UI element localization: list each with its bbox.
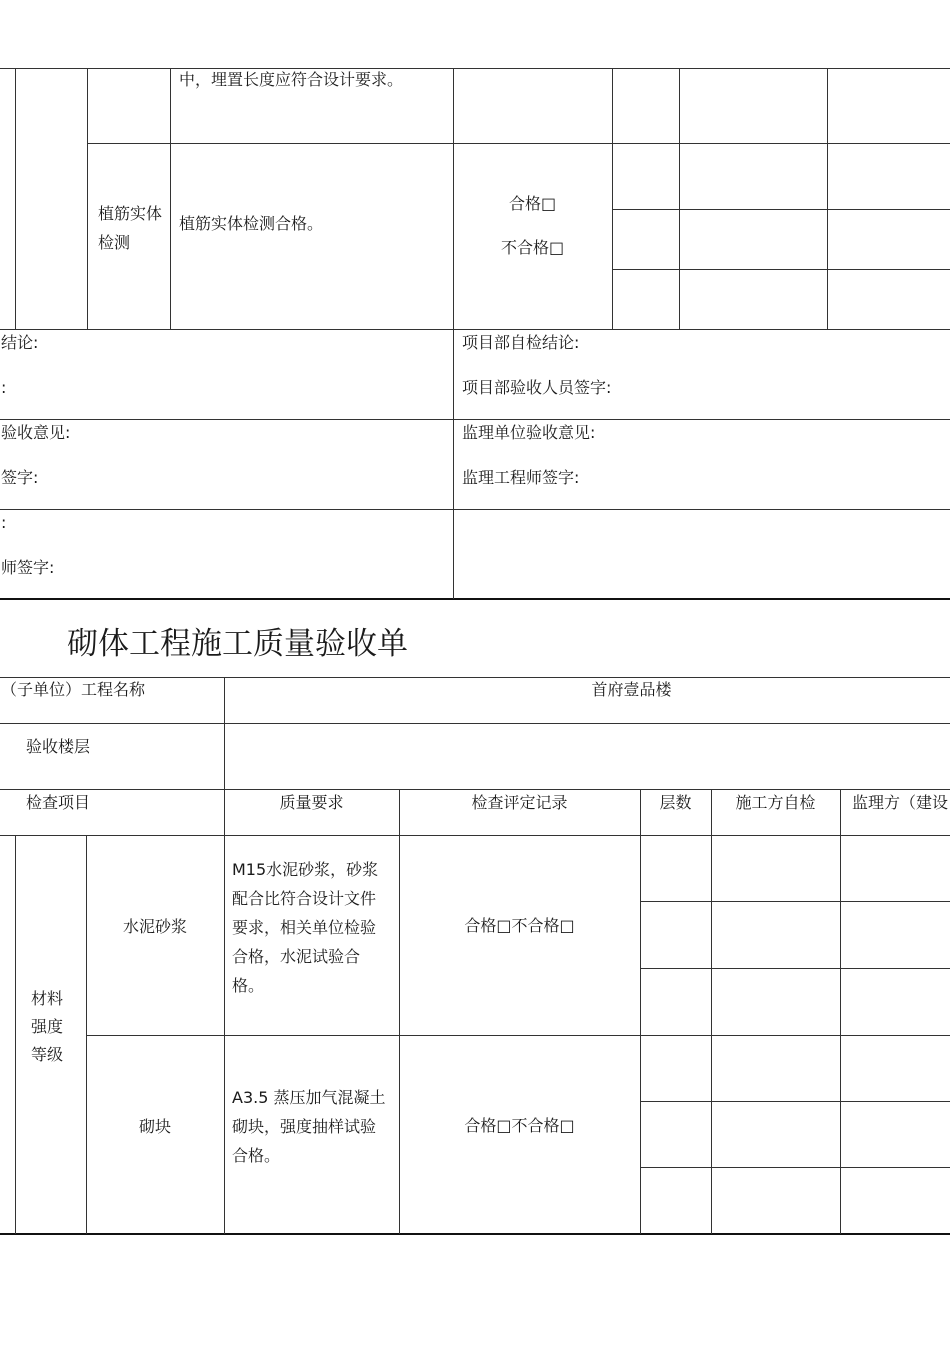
rule — [86, 835, 87, 1234]
row2-item: 植筋实体检测 — [98, 204, 163, 252]
form-title: 砌体工程施工质量验收单 — [67, 626, 408, 662]
rule — [612, 209, 950, 210]
rule — [640, 1101, 950, 1102]
engineer-signature-label: 师签字: — [1, 558, 55, 577]
floor-label: 验收楼层 — [26, 737, 91, 756]
supervisor-engineer-signature-label: 监理工程师签字: — [462, 468, 580, 487]
rule — [612, 269, 950, 270]
rule — [640, 901, 950, 902]
rule — [87, 143, 950, 144]
header-requirement: 质量要求 — [279, 793, 344, 812]
rule — [170, 68, 171, 329]
rule — [399, 789, 400, 1234]
rule — [840, 789, 841, 1234]
row-record-block[interactable]: 合格□不合格□ — [464, 1116, 575, 1135]
row-requirement-block: A3.5 蒸压加气混凝土砌块，强度抽样试验合格。 — [232, 1088, 386, 1165]
row-item-mortar: 水泥砂浆 — [122, 917, 187, 936]
group-label: 材料强度等级 — [31, 989, 64, 1064]
rule — [15, 835, 16, 1234]
header-contractor: 施工方自检 — [735, 793, 816, 812]
rule — [640, 1167, 950, 1168]
rule — [0, 598, 950, 600]
project-name-value[interactable]: 首府壹品楼 — [591, 680, 672, 699]
row-requirement-mortar: M15水泥砂浆，砂浆配合比符合设计文件要求，相关单位检验合格，水泥试验合格。 — [232, 860, 379, 995]
conclusion-label: 结论: — [1, 333, 39, 352]
rule — [827, 68, 828, 329]
rule — [640, 789, 641, 1234]
supervisor-opinion-label: 监理单位验收意见: — [462, 423, 596, 442]
project-inspector-signature-label: 项目部验收人员签字: — [462, 378, 612, 397]
rule — [640, 968, 950, 969]
row2-requirement: 植筋实体检测合格。 — [179, 214, 324, 233]
signature-label: : — [1, 378, 7, 397]
rule — [0, 68, 950, 69]
signature-label: 签字: — [1, 468, 39, 487]
rule — [0, 509, 950, 510]
rule — [15, 68, 16, 329]
rule — [679, 68, 680, 329]
row1-requirement: 中，埋置长度应符合设计要求。 — [179, 70, 404, 89]
rule — [87, 1035, 950, 1036]
row-record-mortar[interactable]: 合格□不合格□ — [464, 916, 575, 935]
rule — [453, 68, 454, 599]
rule — [0, 723, 950, 724]
acceptance-opinion-label: 验收意见: — [1, 423, 71, 442]
header-supervisor: 监理方（建设 — [852, 793, 949, 812]
self-check-conclusion-label: 项目部自检结论: — [462, 333, 580, 352]
rule — [711, 789, 712, 1234]
rule — [0, 1233, 950, 1235]
row2-fail-checkbox[interactable]: 不合格□ — [500, 238, 565, 257]
rule — [224, 677, 225, 1234]
header-item: 检查项目 — [26, 793, 91, 812]
signature-label: : — [1, 513, 7, 532]
header-floors: 层数 — [659, 793, 692, 812]
project-name-label: （子单位）工程名称 — [1, 680, 146, 699]
rule — [612, 68, 613, 329]
rule — [0, 835, 950, 836]
row2-pass-checkbox[interactable]: 合格□ — [508, 194, 557, 213]
rule — [87, 68, 88, 329]
row-item-block: 砌块 — [138, 1117, 171, 1136]
header-record: 检查评定记录 — [471, 793, 568, 812]
